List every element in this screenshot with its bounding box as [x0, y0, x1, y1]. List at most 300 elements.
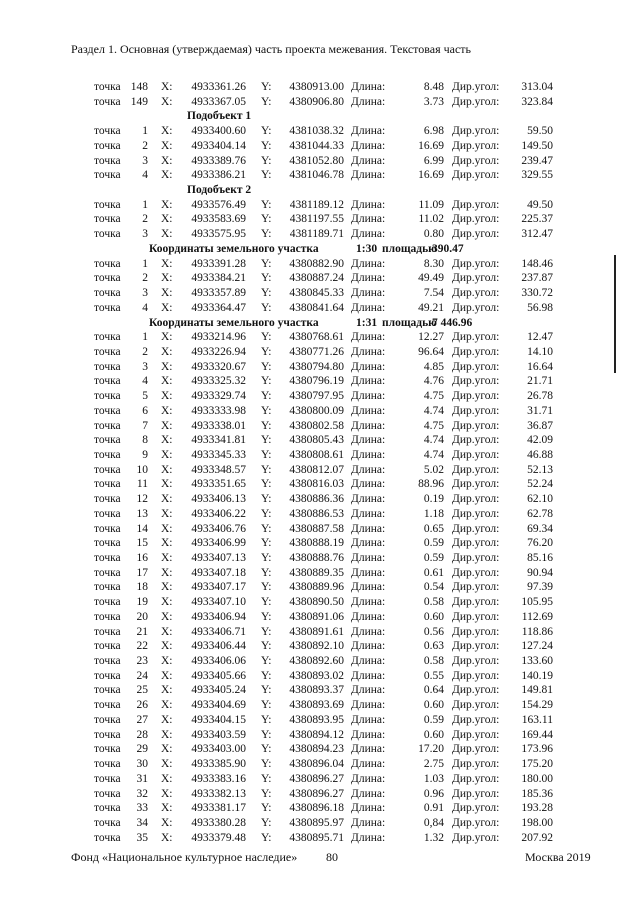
- x-label: X:: [161, 581, 173, 594]
- direction-angle-value: 36.87: [527, 419, 553, 432]
- y-label: Y:: [261, 228, 272, 241]
- direction-angle-value: 76.20: [527, 537, 553, 550]
- y-value: 4380896.18: [289, 802, 344, 815]
- y-value: 4380891.61: [289, 625, 344, 638]
- x-value: 4933583.69: [191, 213, 246, 226]
- table-row: [0, 168, 628, 183]
- direction-angle-label: Дир.угол:: [452, 154, 500, 167]
- y-label: Y:: [261, 684, 272, 697]
- point-label: точка: [94, 787, 121, 800]
- point-number: 11: [136, 478, 148, 491]
- direction-angle-label: Дир.угол:: [452, 375, 500, 388]
- x-value: 4933406.06: [191, 655, 246, 668]
- length-value: 0.61: [423, 566, 444, 579]
- x-value: 4933325.32: [191, 375, 246, 388]
- length-label: Длина:: [351, 596, 386, 609]
- table-row: [0, 360, 628, 375]
- x-value: 4933329.74: [191, 390, 246, 403]
- y-label: Y:: [261, 463, 272, 476]
- y-label: Y:: [261, 154, 272, 167]
- point-number: 28: [136, 728, 148, 741]
- direction-angle-value: 118.86: [521, 625, 553, 638]
- x-value: 4933404.15: [191, 713, 246, 726]
- x-label: X:: [161, 787, 173, 800]
- y-value: 4380891.06: [289, 610, 344, 623]
- length-value: 0.58: [423, 596, 444, 609]
- length-label: Длина:: [351, 463, 386, 476]
- x-label: X:: [161, 404, 173, 417]
- y-value: 4381044.33: [289, 139, 344, 152]
- point-label: точка: [94, 699, 121, 712]
- y-value: 4380805.43: [289, 434, 344, 447]
- length-value: 3.73: [423, 95, 444, 108]
- direction-angle-label: Дир.угол:: [452, 345, 500, 358]
- y-label: Y:: [261, 831, 272, 844]
- coordinates-table: [0, 80, 628, 845]
- y-value: 4381052.80: [289, 154, 344, 167]
- heading-scale: 1:30: [356, 242, 378, 255]
- direction-angle-value: 90.94: [527, 566, 553, 579]
- y-label: Y:: [261, 375, 272, 388]
- point-number: 3: [142, 360, 148, 373]
- x-value: 4933406.99: [191, 537, 246, 550]
- footer-organization: Фонд «Национальное культурное наследие»: [71, 850, 298, 864]
- x-value: 4933333.98: [191, 404, 246, 417]
- point-number: 32: [136, 787, 148, 800]
- y-label: Y:: [261, 610, 272, 623]
- x-value: 4933576.49: [191, 198, 246, 211]
- x-value: 4933361.26: [191, 81, 246, 93]
- table-row: [0, 728, 628, 743]
- direction-angle-value: 193.28: [521, 802, 553, 815]
- direction-angle-label: Дир.угол:: [452, 360, 500, 373]
- direction-angle-label: Дир.угол:: [452, 699, 500, 712]
- x-value: 4933341.81: [191, 434, 246, 447]
- heading-text: Координаты земельного участка: [149, 316, 319, 329]
- y-value: 4380894.12: [289, 728, 344, 741]
- length-value: 11.09: [418, 198, 444, 211]
- x-label: X:: [161, 772, 173, 785]
- length-label: Длина:: [351, 684, 386, 697]
- x-label: X:: [161, 478, 173, 491]
- direction-angle-value: 169.44: [521, 728, 553, 741]
- point-label: точка: [94, 507, 121, 520]
- x-label: X:: [161, 507, 173, 520]
- point-label: точка: [94, 331, 121, 344]
- y-value: 4380808.61: [289, 448, 344, 461]
- x-value: 4933320.67: [191, 360, 246, 373]
- length-value: 4.76: [423, 375, 444, 388]
- direction-angle-value: 207.92: [521, 831, 553, 844]
- direction-angle-label: Дир.угол:: [452, 448, 500, 461]
- table-row: [0, 698, 628, 713]
- point-label: точка: [94, 581, 121, 594]
- y-label: Y:: [261, 802, 272, 815]
- direction-angle-label: Дир.угол:: [452, 581, 500, 594]
- point-number: 148: [130, 81, 148, 93]
- point-label: точка: [94, 713, 121, 726]
- x-value: 4933386.21: [191, 169, 246, 182]
- point-number: 21: [136, 625, 148, 638]
- length-label: Длина:: [351, 743, 386, 756]
- direction-angle-value: 239.47: [521, 154, 553, 167]
- table-row: [0, 80, 628, 95]
- direction-angle-label: Дир.угол:: [452, 684, 500, 697]
- length-label: Длина:: [351, 331, 386, 344]
- point-label: точка: [94, 831, 121, 844]
- point-label: точка: [94, 198, 121, 211]
- x-value: 4933406.44: [191, 640, 246, 653]
- length-label: Длина:: [351, 434, 386, 447]
- point-label: точка: [94, 655, 121, 668]
- point-number: 34: [136, 816, 148, 829]
- direction-angle-label: Дир.угол:: [452, 669, 500, 682]
- length-label: Длина:: [351, 493, 386, 506]
- subobject-heading: [0, 109, 628, 124]
- y-label: Y:: [261, 478, 272, 491]
- x-value: 4933406.22: [191, 507, 246, 520]
- point-number: 14: [136, 522, 148, 535]
- x-label: X:: [161, 390, 173, 403]
- point-label: точка: [94, 81, 121, 93]
- x-label: X:: [161, 713, 173, 726]
- point-number: 6: [142, 404, 148, 417]
- y-value: 4381189.71: [289, 228, 344, 241]
- x-value: 4933407.10: [191, 596, 246, 609]
- table-row: [0, 286, 628, 301]
- x-label: X:: [161, 360, 173, 373]
- direction-angle-value: 323.84: [521, 95, 553, 108]
- x-value: 4933400.60: [191, 125, 246, 138]
- point-number: 16: [136, 552, 148, 564]
- point-label: точка: [94, 625, 121, 638]
- x-label: X:: [161, 139, 173, 152]
- y-label: Y:: [261, 419, 272, 432]
- y-value: 4380882.90: [289, 257, 344, 270]
- direction-angle-label: Дир.угол:: [452, 301, 500, 314]
- length-label: Длина:: [351, 507, 386, 520]
- direction-angle-value: 52.24: [527, 478, 553, 491]
- y-value: 4380893.69: [289, 699, 344, 712]
- length-value: 0.80: [423, 228, 444, 241]
- point-label: точка: [94, 301, 121, 314]
- y-label: Y:: [261, 434, 272, 447]
- y-label: Y:: [261, 728, 272, 741]
- length-value: 0.55: [423, 669, 444, 682]
- y-label: Y:: [261, 787, 272, 800]
- direction-angle-value: 149.50: [521, 139, 553, 152]
- y-value: 4380797.95: [289, 390, 344, 403]
- x-label: X:: [161, 448, 173, 461]
- table-row: [0, 124, 628, 139]
- x-value: 4933407.13: [191, 552, 246, 564]
- length-label: Длина:: [351, 787, 386, 800]
- length-value: 0.96: [423, 787, 444, 800]
- direction-angle-label: Дир.угол:: [452, 139, 500, 152]
- length-label: Длина:: [351, 669, 386, 682]
- length-label: Длина:: [351, 581, 386, 594]
- y-label: Y:: [261, 390, 272, 403]
- direction-angle-label: Дир.угол:: [452, 728, 500, 741]
- x-label: X:: [161, 522, 173, 535]
- length-label: Длина:: [351, 390, 386, 403]
- point-number: 18: [136, 581, 148, 594]
- direction-angle-label: Дир.угол:: [452, 478, 500, 491]
- table-row: [0, 654, 628, 669]
- point-number: 13: [136, 507, 148, 520]
- y-value: 4380887.58: [289, 522, 344, 535]
- table-row: [0, 639, 628, 654]
- length-label: Длина:: [351, 772, 386, 785]
- x-label: X:: [161, 463, 173, 476]
- point-label: точка: [94, 419, 121, 432]
- length-value: 4.75: [423, 390, 444, 403]
- length-value: 0.58: [423, 655, 444, 668]
- x-label: X:: [161, 831, 173, 844]
- x-label: X:: [161, 331, 173, 344]
- direction-angle-value: 16.64: [527, 360, 553, 373]
- length-value: 1.03: [423, 772, 444, 785]
- point-label: точка: [94, 287, 121, 300]
- direction-angle-label: Дир.угол:: [452, 743, 500, 756]
- y-value: 4380893.02: [289, 669, 344, 682]
- direction-angle-label: Дир.угол:: [452, 125, 500, 138]
- point-label: точка: [94, 684, 121, 697]
- length-label: Длина:: [351, 169, 386, 182]
- y-label: Y:: [261, 257, 272, 270]
- direction-angle-value: 56.98: [527, 301, 553, 314]
- point-label: точка: [94, 728, 121, 741]
- y-value: 4380893.37: [289, 684, 344, 697]
- length-label: Длина:: [351, 125, 386, 138]
- point-number: 4: [142, 375, 148, 388]
- table-row: [0, 404, 628, 419]
- heading-area-value: 390.47: [432, 242, 464, 255]
- x-label: X:: [161, 610, 173, 623]
- point-label: точка: [94, 95, 121, 108]
- y-value: 4380888.76: [289, 552, 344, 564]
- page-number: 80: [326, 850, 338, 864]
- length-value: 2.75: [423, 758, 444, 771]
- length-label: Длина:: [351, 375, 386, 388]
- x-label: X:: [161, 655, 173, 668]
- table-row: [0, 522, 628, 537]
- length-value: 16.69: [418, 139, 444, 152]
- y-value: 4380896.27: [289, 787, 344, 800]
- x-value: 4933406.76: [191, 522, 246, 535]
- length-value: 0.64: [423, 684, 444, 697]
- direction-angle-value: 180.00: [521, 772, 553, 785]
- y-value: 4380890.50: [289, 596, 344, 609]
- x-value: 4933383.16: [191, 772, 246, 785]
- point-label: точка: [94, 552, 121, 564]
- length-label: Длина:: [351, 816, 386, 829]
- table-row: [0, 419, 628, 434]
- table-row: [0, 772, 628, 787]
- point-number: 22: [136, 640, 148, 653]
- y-label: Y:: [261, 552, 272, 564]
- length-label: Длина:: [351, 537, 386, 550]
- y-label: Y:: [261, 139, 272, 152]
- y-label: Y:: [261, 301, 272, 314]
- direction-angle-label: Дир.угол:: [452, 272, 500, 285]
- length-value: 0.56: [423, 625, 444, 638]
- table-row: [0, 212, 628, 227]
- point-number: 5: [142, 390, 148, 403]
- table-row: [0, 816, 628, 831]
- y-value: 4380895.71: [289, 831, 344, 844]
- length-value: 5.02: [423, 463, 444, 476]
- x-label: X:: [161, 684, 173, 697]
- x-label: X:: [161, 125, 173, 138]
- x-label: X:: [161, 81, 173, 93]
- point-number: 25: [136, 684, 148, 697]
- heading-text: Подобъект 1: [187, 110, 252, 123]
- x-value: 4933405.24: [191, 684, 246, 697]
- y-label: Y:: [261, 640, 272, 653]
- x-value: 4933575.95: [191, 228, 246, 241]
- point-number: 15: [136, 537, 148, 550]
- length-value: 0.59: [423, 537, 444, 550]
- direction-angle-label: Дир.угол:: [452, 758, 500, 771]
- y-value: 4380896.04: [289, 758, 344, 771]
- length-label: Длина:: [351, 552, 386, 564]
- x-value: 4933338.01: [191, 419, 246, 432]
- length-label: Длина:: [351, 257, 386, 270]
- length-value: 4.74: [423, 434, 444, 447]
- point-number: 7: [142, 419, 148, 432]
- heading-area-label: площадью: [382, 242, 437, 255]
- x-label: X:: [161, 640, 173, 653]
- point-label: точка: [94, 139, 121, 152]
- direction-angle-value: 31.71: [527, 404, 553, 417]
- direction-angle-label: Дир.угол:: [452, 463, 500, 476]
- y-label: Y:: [261, 95, 272, 108]
- y-value: 4381197.55: [289, 213, 344, 226]
- direction-angle-label: Дир.угол:: [452, 198, 500, 211]
- point-number: 23: [136, 655, 148, 668]
- length-label: Длина:: [351, 699, 386, 712]
- point-number: 17: [136, 566, 148, 579]
- point-number: 2: [142, 345, 148, 358]
- point-label: точка: [94, 743, 121, 756]
- direction-angle-value: 198.00: [521, 816, 553, 829]
- point-label: точка: [94, 257, 121, 270]
- direction-angle-label: Дир.угол:: [452, 596, 500, 609]
- table-row: [0, 271, 628, 286]
- length-value: 4.85: [423, 360, 444, 373]
- length-value: 0.59: [423, 713, 444, 726]
- point-number: 149: [130, 95, 148, 108]
- table-row: [0, 566, 628, 581]
- direction-angle-label: Дир.угол:: [452, 228, 500, 241]
- length-value: 0.59: [423, 552, 444, 564]
- direction-angle-label: Дир.угол:: [452, 434, 500, 447]
- point-label: точка: [94, 375, 121, 388]
- table-row: [0, 831, 628, 846]
- length-value: 1.32: [423, 831, 444, 844]
- point-number: 4: [142, 301, 148, 314]
- y-label: Y:: [261, 213, 272, 226]
- direction-angle-value: 149.81: [521, 684, 553, 697]
- direction-angle-value: 12.47: [527, 331, 553, 344]
- point-number: 20: [136, 610, 148, 623]
- x-label: X:: [161, 669, 173, 682]
- y-label: Y:: [261, 81, 272, 93]
- length-label: Длина:: [351, 655, 386, 668]
- x-value: 4933406.13: [191, 493, 246, 506]
- direction-angle-label: Дир.угол:: [452, 552, 500, 564]
- parcel-heading: [0, 316, 628, 331]
- length-label: Длина:: [351, 360, 386, 373]
- table-row: [0, 374, 628, 389]
- y-value: 4380896.27: [289, 772, 344, 785]
- direction-angle-label: Дир.угол:: [452, 390, 500, 403]
- length-label: Длина:: [351, 831, 386, 844]
- y-label: Y:: [261, 537, 272, 550]
- y-value: 4380889.35: [289, 566, 344, 579]
- length-label: Длина:: [351, 272, 386, 285]
- direction-angle-value: 46.88: [527, 448, 553, 461]
- direction-angle-label: Дир.угол:: [452, 566, 500, 579]
- y-value: 4380812.07: [289, 463, 344, 476]
- length-value: 6.98: [423, 125, 444, 138]
- direction-angle-value: 85.16: [527, 552, 553, 564]
- table-row: [0, 448, 628, 463]
- table-row: [0, 580, 628, 595]
- point-label: точка: [94, 434, 121, 447]
- direction-angle-label: Дир.угол:: [452, 655, 500, 668]
- heading-scale: 1:31: [356, 316, 378, 329]
- direction-angle-value: 62.10: [527, 493, 553, 506]
- y-label: Y:: [261, 272, 272, 285]
- point-label: точка: [94, 360, 121, 373]
- x-value: 4933348.57: [191, 463, 246, 476]
- direction-angle-label: Дир.угол:: [452, 640, 500, 653]
- length-label: Длина:: [351, 522, 386, 535]
- x-value: 4933381.17: [191, 802, 246, 815]
- x-value: 4933367.05: [191, 95, 246, 108]
- point-number: 3: [142, 154, 148, 167]
- direction-angle-label: Дир.угол:: [452, 213, 500, 226]
- direction-angle-label: Дир.угол:: [452, 507, 500, 520]
- x-label: X:: [161, 493, 173, 506]
- table-row: [0, 742, 628, 757]
- point-label: точка: [94, 213, 121, 226]
- y-label: Y:: [261, 625, 272, 638]
- direction-angle-value: 14.10: [527, 345, 553, 358]
- y-value: 4380802.58: [289, 419, 344, 432]
- parcel-heading: [0, 242, 628, 257]
- length-value: 0.60: [423, 610, 444, 623]
- x-label: X:: [161, 257, 173, 270]
- point-number: 29: [136, 743, 148, 756]
- heading-area-value: 7 446.96: [432, 316, 473, 329]
- y-value: 4381189.12: [289, 198, 344, 211]
- length-label: Длина:: [351, 610, 386, 623]
- length-label: Длина:: [351, 448, 386, 461]
- point-number: 1: [142, 257, 148, 270]
- y-value: 4380889.96: [289, 581, 344, 594]
- x-value: 4933407.17: [191, 581, 246, 594]
- length-label: Длина:: [351, 213, 386, 226]
- x-value: 4933403.59: [191, 728, 246, 741]
- x-label: X:: [161, 95, 173, 108]
- point-label: точка: [94, 772, 121, 785]
- y-label: Y:: [261, 743, 272, 756]
- y-value: 4380845.33: [289, 287, 344, 300]
- x-value: 4933364.47: [191, 301, 246, 314]
